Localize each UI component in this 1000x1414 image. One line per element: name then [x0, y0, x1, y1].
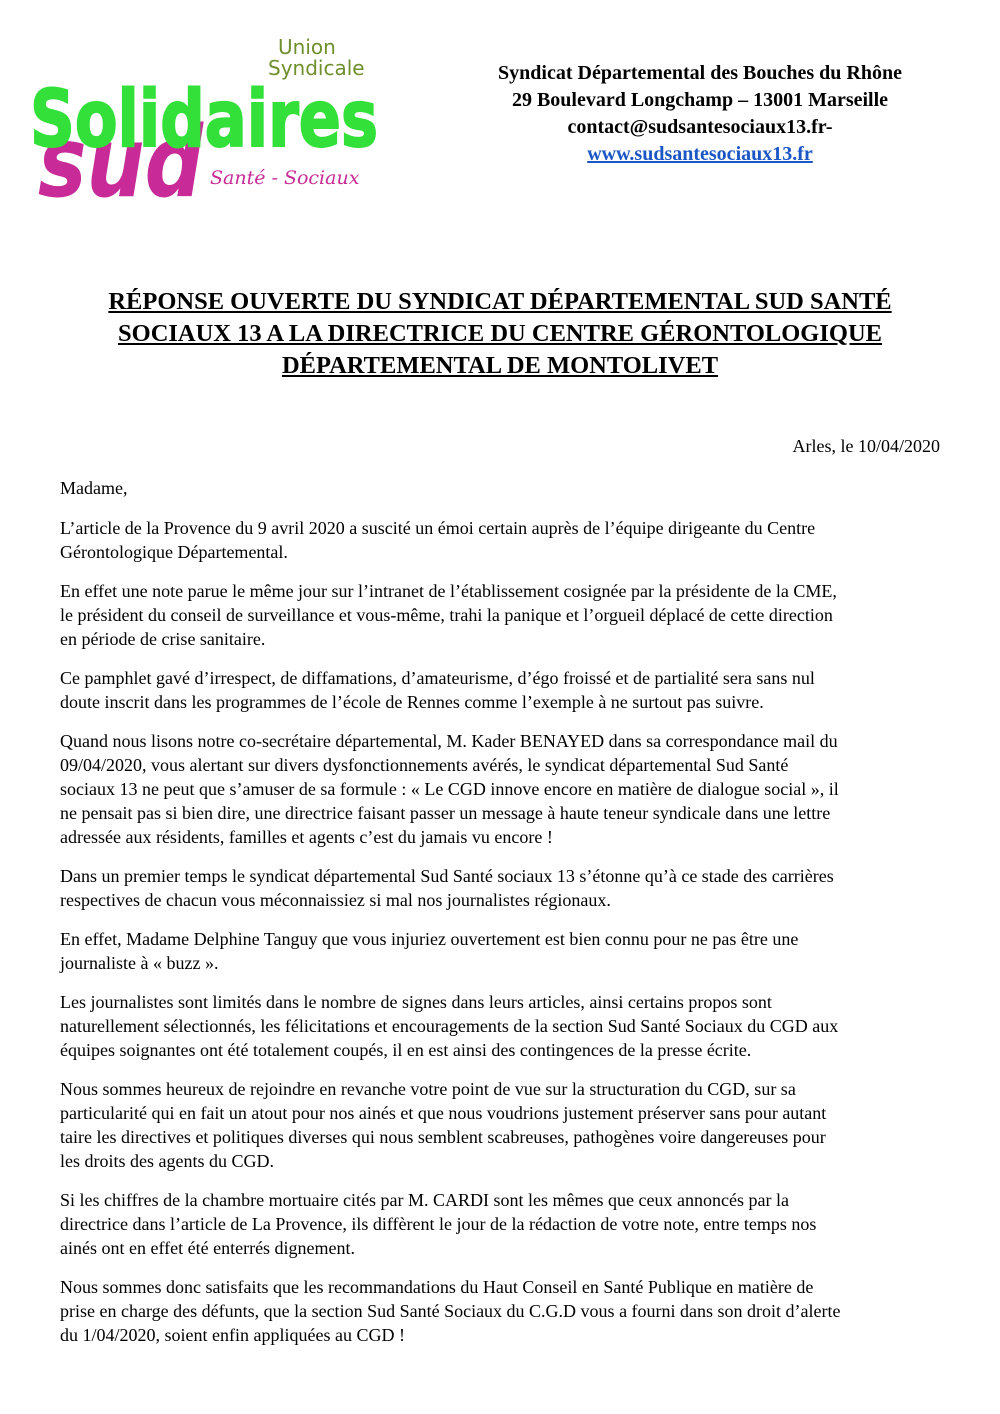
paragraph-line: particularité qui en fait un atout pour nos ainés et que nous voudrions justement préserver sans pour autant	[60, 1103, 827, 1123]
document-title	[40, 286, 960, 382]
logo-sante-sociaux-text: Santé - Sociaux	[210, 167, 360, 189]
website-link[interactable]: www.sudsantesociaux13.fr	[587, 143, 813, 165]
paragraph-line: ainés ont en effet été enterrés dignement.	[60, 1238, 356, 1258]
body-paragraph	[60, 864, 950, 912]
org-name: Syndicat Départemental des Bouches du Rhône	[498, 62, 902, 84]
paragraph-line: taire les directives et politiques diverses qui nous semblent scabreuses, pathogènes voire dangereuses pour	[60, 1127, 826, 1147]
org-email: contact@sudsantesociaux13.fr-	[567, 116, 833, 138]
paragraph-line: naturellement sélectionnés, les félicitations et encouragements de la section Sud Santé Sociaux du CGD aux	[60, 1016, 839, 1036]
paragraph-line: Gérontologique Départemental.	[60, 542, 288, 562]
org-address: 29 Boulevard Longchamp – 13001 Marseille	[511, 89, 889, 111]
paragraph-line: Quand nous lisons notre co-secrétaire départemental, M. Kader BENAYED dans sa correspondance mail du	[60, 731, 838, 751]
body-paragraph	[60, 729, 950, 849]
paragraph-line: Dans un premier temps le syndicat départemental Sud Santé sociaux 13 s’étonne qu’à ce stade des carrières	[60, 866, 834, 886]
paragraph-line: En effet une note parue le même jour sur l’intranet de l’établissement cosignée par la présidente de la CME,	[60, 581, 837, 601]
paragraph-line: Nous sommes heureux de rejoindre en revanche votre point de vue sur la structuration du CGD, sur sa	[60, 1079, 796, 1099]
logo-syndicale-text: Syndicale	[268, 56, 365, 80]
title-line-2: SOCIAUX 13 A LA DIRECTRICE DU CENTRE GÉRONTOLOGIQUE	[118, 320, 882, 347]
body-paragraph	[60, 990, 950, 1062]
paragraph-line: Ce pamphlet gavé d’irrespect, de diffamations, d’amateurisme, d’égo froissé et de partialité sera sans nul	[60, 668, 815, 688]
paragraph-line: respectives de chacun vous méconnaissiez si mal nos journalistes régionaux.	[60, 890, 611, 910]
organization-header	[405, 60, 995, 168]
title-line-1: RÉPONSE OUVERTE DU SYNDICAT DÉPARTEMENTAL SUD SANTÉ	[108, 288, 892, 315]
body-paragraph	[60, 1275, 950, 1347]
logo-solidaires-text: Solidaires	[30, 75, 378, 165]
paragraph-line: du 1/04/2020, soient enfin appliquées au CGD !	[60, 1325, 405, 1345]
paragraph-line: Si les chiffres de la chambre mortuaire cités par M. CARDI sont les mêmes que ceux annoncés par la	[60, 1190, 789, 1210]
paragraph-line: en période de crise sanitaire.	[60, 629, 266, 649]
paragraph-line: Les journalistes sont limités dans le nombre de signes dans leurs articles, ainsi certains propos sont	[60, 992, 772, 1012]
paragraph-line: équipes soignantes ont été totalement coupés, il en est ainsi des contingences de la presse écrite.	[60, 1040, 752, 1060]
paragraph-line: adressée aux résidents, familles et agents c’est du jamais vu encore !	[60, 827, 553, 847]
paragraph-line: 09/04/2020, vous alertant sur divers dysfonctionnements avérés, le syndicat départemental Sud Santé	[60, 755, 789, 775]
logo-sud-text: sud	[38, 106, 204, 218]
paragraph-line: Nous sommes donc satisfaits que les recommandations du Haut Conseil en Santé Publique en matière de	[60, 1277, 814, 1297]
paragraph-line: directrice dans l’article de La Provence, ils diffèrent le jour de la rédaction de votre note, entre temps nos	[60, 1214, 817, 1234]
body-paragraph	[60, 927, 950, 975]
union-solidaires-sud-logo	[30, 28, 390, 218]
paragraph-line: doute inscrit dans les programmes de l’école de Rennes comme l’exemple à ne surtout pas suivre.	[60, 692, 764, 712]
paragraph-line: ne pensait pas si bien dire, une directrice faisant passer un message à haute teneur syndicale dans une lettre	[60, 803, 831, 823]
paragraph-line: les droits des agents du CGD.	[60, 1151, 274, 1171]
title-line-3: DÉPARTEMENTAL DE MONTOLIVET	[281, 352, 719, 379]
salutation: Madame,	[60, 478, 128, 498]
paragraph-list	[60, 516, 950, 1347]
body-paragraph	[60, 1188, 950, 1260]
body-paragraph	[60, 666, 950, 714]
place-date-line: Arles, le 10/04/2020	[792, 436, 940, 456]
paragraph-line: journaliste à « buzz ».	[60, 953, 219, 973]
paragraph-line: prise en charge des défunts, que la section Sud Santé Sociaux du C.G.D vous a fourni dans son droit d’alerte	[60, 1301, 841, 1321]
body-paragraph	[60, 1077, 950, 1173]
body-paragraph	[60, 579, 950, 651]
paragraph-line: L’article de la Provence du 9 avril 2020 a suscité un émoi certain auprès de l’équipe dirigeante du Centre	[60, 518, 816, 538]
body-paragraph	[60, 516, 950, 564]
logo-union-text: Union	[278, 35, 336, 59]
paragraph-line: le président du conseil de surveillance et vous-même, trahi la panique et l’orgueil déplacé de cette direction	[60, 605, 833, 625]
letter-body	[60, 476, 950, 1362]
paragraph-line: En effet, Madame Delphine Tanguy que vous injuriez ouvertement est bien connu pour ne pas être une	[60, 929, 799, 949]
paragraph-line: sociaux 13 ne peut que s’amuser de sa formule : « Le CGD innove encore en matière de dialogue social », il	[60, 779, 839, 799]
